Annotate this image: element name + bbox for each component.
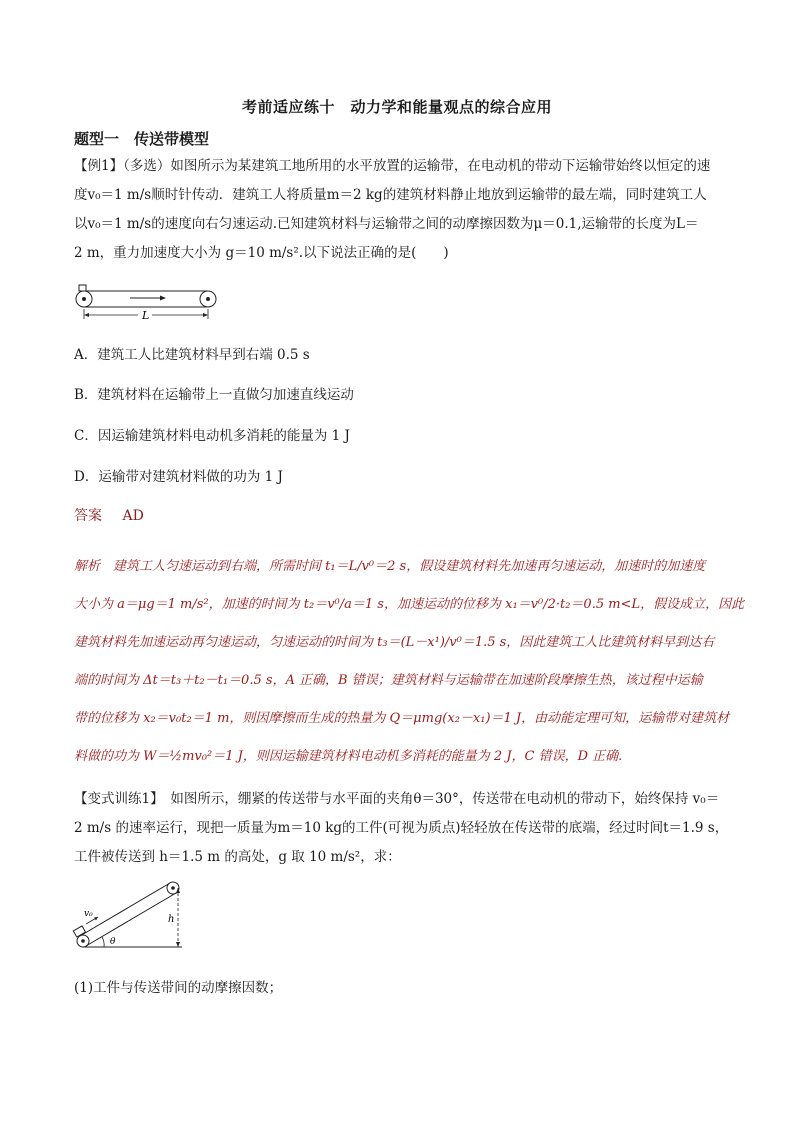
text-line: 【变式训练1】 如图所示，绷紧的传送带与水平面的夹角θ＝30°，传送带在电动机的带动下，始终保持 v₀＝ xyxy=(74,791,720,807)
text-line: 【例1】（多选）如图所示为某建筑工地所用的水平放置的运输带，在电动机的带动下运输带始终以恒定的速 xyxy=(74,158,711,174)
solution-line: 料做的功为 W＝½mv₀²＝1 J，则因运输建筑材料电动机多消耗的能量为 2 J，C 错误，D 正确. xyxy=(74,749,623,764)
solution-block xyxy=(74,548,745,776)
text-line: 度v₀＝1 m/s顺时针传动．建筑工人将质量m＝2 kg的建筑材料静止地放到运输带的最左端，同时建筑工人 xyxy=(74,187,707,203)
text-line: 工件被传送到 h＝1.5 m 的高处，g 取 10 m/s²，求： xyxy=(74,849,401,865)
option-b: B．建筑材料在运输带上一直做匀加速直线运动 xyxy=(74,387,354,403)
answer-line xyxy=(74,505,160,525)
text-line: 2 m，重力加速度大小为 g＝10 m/s².以下说法正确的是( ) xyxy=(74,245,449,261)
horizontal-conveyor-figure xyxy=(72,282,222,324)
solution-line: 建筑材料先加速运动再匀速运动，匀速运动的时间为 t₃＝(L－x¹)/v⁰＝1.5 s，因此建筑工人比建筑材料早到达右 xyxy=(74,635,715,650)
text-line: 2 m/s 的速率运行，现把一质量为m＝10 kg的工件(可视为质点)轻轻放在传送带的底端，经过时间t＝1.9 s， xyxy=(74,820,729,836)
option-a: A．建筑工人比建筑材料早到右端 0.5 s xyxy=(74,347,310,363)
page-title: 考前适应练十 动力学和能量观点的综合应用 xyxy=(241,98,552,116)
example1-question xyxy=(74,152,724,268)
inclined-conveyor-figure xyxy=(70,880,190,952)
text-line: 以v₀＝1 m/s的速度向右匀速运动.已知建筑材料与运输带之间的动摩擦因数为μ＝0.1,运输带的长度为L＝ xyxy=(74,216,699,232)
solution-line: 端的时间为 Δt＝t₃＋t₂－t₁＝0.5 s，A 正确，B 错误；建筑材料与运输带在加速阶段摩擦生热，该过程中运输 xyxy=(74,673,703,688)
variant1-question xyxy=(74,785,729,872)
option-d: D．运输带对建筑材料做的功为 1 J xyxy=(74,469,283,485)
solution-line: 解析 建筑工人匀速运动到右端，所需时间 t₁＝L/v⁰＝2 s，假设建筑材料先加速再匀速运动，加速时的加速度 xyxy=(74,559,706,574)
angle-label: θ xyxy=(110,937,116,947)
section-heading: 题型一 传送带模型 xyxy=(74,130,210,148)
solution-line: 带的位移为 x₂＝v₀t₂＝1 m，则因摩擦而生成的热量为 Q＝μmg(x₂－x₁)＝1 J，由动能定理可知，运输带对建筑材 xyxy=(74,711,730,726)
answer-label: 答案 xyxy=(74,508,102,524)
velocity-label: v₀ xyxy=(84,909,93,919)
solution-line: 大小为 a＝μg＝1 m/s²，加速的时间为 t₂＝v⁰/a＝1 s，加速运动的位移为 x₁＝v⁰/2·t₂＝0.5 m<L，假设成立，因此 xyxy=(74,597,745,612)
answer-value: AD xyxy=(122,508,144,524)
length-label: L xyxy=(142,309,150,322)
height-label: h xyxy=(168,914,175,925)
option-c: C．因运输建筑材料电动机多消耗的能量为 1 J xyxy=(74,428,350,444)
variant1-subquestion-1: (1)工件与传送带间的动摩擦因数； xyxy=(74,980,283,996)
